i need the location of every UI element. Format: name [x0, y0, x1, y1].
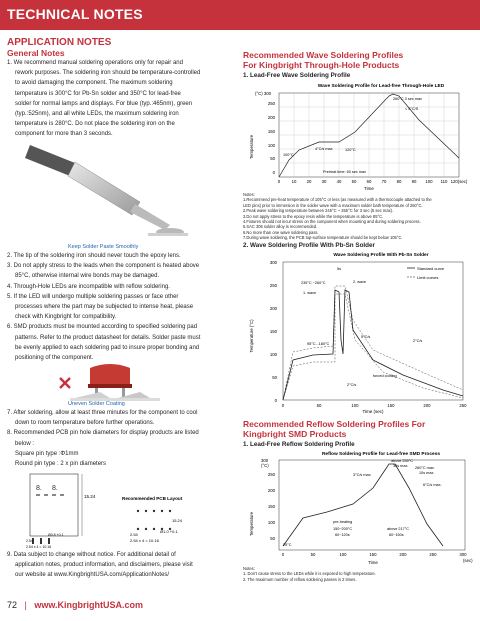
text-line: 9. Data subject to change without notice. For additional detail of: [7, 552, 176, 558]
chart2-title: Wave Soldering Profile With Pb-Sn Solder: [333, 253, 429, 258]
chart1-yunit: (°C) 300: [255, 91, 272, 96]
text-line: 1. We recommend manual soldering operations only for repair and: [7, 60, 183, 66]
chart2-ann-wave2: 2. wave: [353, 280, 367, 284]
chart1-xlabel: Time: [364, 186, 374, 191]
note-line: LED pins) prior to immersion in the solder wave with a maximum solder bath temperature of 260°C.: [243, 202, 423, 208]
chart3-ytick: 250: [267, 472, 275, 477]
chart2-xtick: 100: [351, 403, 359, 408]
chart1-ann-120: 120°C: [345, 148, 356, 152]
note-line: Notes:: [243, 566, 255, 571]
text-line: to avoid damaging the component. The maximum soldering: [15, 80, 173, 87]
chart3-xtick: 300: [459, 552, 467, 557]
pcb-hole: Ø1.0 +0.1: [160, 529, 178, 534]
chart3-xlabel: Time: [368, 560, 378, 565]
chart1-ann-peak: 260°C 3 sec max: [393, 97, 422, 101]
svg-text:8.: 8.: [36, 485, 42, 492]
svg-text:8.: 8.: [52, 485, 58, 492]
general-item-9: [7, 550, 235, 581]
text-line: temperature is 300°C for Pb-Sn solder and 350°C for lead-free: [15, 90, 181, 97]
chart2-xtick: 50: [316, 403, 322, 408]
chart3-xtick: 50: [310, 552, 316, 557]
chart2-ytick: 300: [269, 260, 277, 265]
chart1-xtick: 80: [396, 179, 402, 184]
chart3-ann-60b: 60~150s: [389, 533, 404, 537]
chart1-ytick: 150: [267, 129, 275, 134]
chart1-xtick: 10: [291, 179, 297, 184]
pcb-layout-label: Recommended PCB Layout: [122, 496, 183, 501]
page-footer: 72 | www.KingbrightUSA.com: [7, 600, 144, 610]
wave-lead-free-title: 1. Lead-Free Wave Soldering Profile: [243, 72, 351, 79]
text-line: component for more than 3 seconds.: [15, 131, 113, 138]
text-line: Round pin type : 2 x pin diameters: [15, 461, 107, 468]
chart3-ann-3cs: 3°C/s max.: [353, 473, 372, 477]
chart3-yunit: (°C): [261, 463, 269, 468]
wave-heading: [243, 50, 403, 70]
text-line: our website at www.KingbrightUSA.com/ApplicationNotes/: [15, 572, 170, 579]
chart2-ann-5s: 5s: [337, 267, 342, 271]
chart1-ytick: 100: [267, 143, 275, 148]
chart1-title: Wave Soldering Profile for Lead-free Through-Hole LED: [317, 84, 445, 89]
chart2-xtick: 200: [423, 403, 431, 408]
text-line: 8. Recommended PCB pin hole diameters for display products are listed: [7, 430, 199, 437]
pcb-dim-1524b: 15.24: [172, 518, 183, 523]
pcb-dim-254: 2.54: [130, 532, 138, 537]
reflow-notes: [243, 566, 477, 582]
chart3-ann-preheat: pre-heating: [333, 520, 353, 524]
chart3-ann-30s: 30s max.: [393, 464, 409, 468]
text-line: below :: [15, 440, 35, 447]
chart1-ylabel: Temperature: [249, 134, 254, 160]
heading-line: Kingbright SMD Products: [243, 429, 347, 439]
text-line: (typ.:525nm), and all white LEDs, the maximum soldering iron: [15, 111, 179, 118]
chart3-ytick: 100: [267, 520, 275, 525]
text-line: 2. The tip of the soldering iron should never touch the epoxy lens.: [7, 253, 181, 259]
text-line: 6. SMD products must be mounted according to specified soldering pad: [7, 324, 198, 331]
chart3-xtick: 200: [399, 552, 407, 557]
chart1-xtick: 120(sec): [450, 179, 468, 184]
chart2-ytick: 0: [274, 398, 277, 403]
pcb-dim-254x4a: 2.54 x 4 = 10.16: [130, 538, 159, 543]
chart3-ytick: 50: [270, 536, 275, 541]
chart1-xtick: 40: [336, 179, 342, 184]
chart1-xtick: 70: [381, 179, 387, 184]
chart1-xtick: 100: [425, 179, 433, 184]
uneven-solder-illustration: [40, 360, 180, 405]
text-line: patterns. Refer to the product datasheet for details. Solder paste must: [15, 334, 201, 341]
general-items-7-8: [7, 408, 235, 469]
note-line: 4.Fixtures should not incur stress on the component when mounting and during soldering process.: [243, 219, 421, 225]
note-line: 1.Recommend pre-heat temperature of 105°C or less (as measured with a thermocouple attached to the: [243, 197, 432, 203]
chart1-ytick: 0: [272, 170, 275, 175]
chart2-ylabel: Temperature (°C): [249, 319, 254, 353]
chart2-ytick: 100: [269, 352, 277, 357]
note-line: 6.No more than one wave soldering pass.: [243, 229, 319, 235]
text-line: check with Kingbright for compatibility.: [15, 314, 117, 321]
pcb-layout-drawing: [22, 472, 232, 550]
text-line: rework purposes. The soldering iron should be temperature-controlled: [15, 70, 201, 77]
pcb-dim-254x4b: 2.54 x 4 = 10.16: [26, 545, 52, 549]
general-notes-heading: General Notes: [7, 48, 65, 58]
chart3-ann-260: 260°C max.: [415, 466, 435, 470]
header-title: TECHNICAL NOTES: [7, 6, 143, 22]
text-line: down to room temperature before further operations.: [15, 420, 155, 427]
text-line: positioning of the component.: [15, 355, 94, 362]
chart1-ann-rate: 4°C/s max: [315, 147, 333, 151]
chart3-ann-217: above 217°C: [387, 527, 409, 531]
chart1-ytick: 200: [267, 115, 275, 120]
chart2-ytick: 50: [272, 375, 277, 380]
chart2-ann-5cs: 5°C/s: [361, 335, 371, 339]
chart3-xtick: 250: [429, 552, 437, 557]
pcb-dim-ph: Ø0.8 +0.1: [48, 533, 64, 537]
general-items-2-6: [7, 251, 235, 363]
chart-reflow-lead-free: [243, 448, 477, 566]
text-line: 7. After soldering, allow at least three minutes for the component to cool: [7, 410, 198, 416]
chart1-xtick: 30: [321, 179, 327, 184]
page-header: [0, 0, 480, 30]
chart3-yunit-top: 300: [261, 458, 269, 463]
chart1-ytick: 250: [267, 101, 275, 106]
iron-caption: Keep Solder Paste Smoothly: [68, 244, 139, 250]
chart1-ytick: 50: [270, 156, 275, 161]
chart3-ylabel: Temperature: [249, 511, 254, 537]
website-link[interactable]: www.KingbrightUSA.com: [34, 600, 144, 610]
wave-pbsn-title: 2. Wave Soldering Profile With Pb-Sn Solder: [243, 242, 375, 249]
chart2-ann-forced: forced cooling: [373, 374, 397, 378]
chart3-xtick: 150: [369, 552, 377, 557]
chart3-ann-60a: 60~120s: [335, 533, 350, 537]
note-line: Notes:: [243, 192, 255, 197]
chart3-ytick: 200: [267, 488, 275, 493]
chart1-ann-preheat: Preheat time: 60 sec max: [323, 170, 367, 174]
text-line: 5. If the LED will undergo multiple soldering passes or face other: [7, 293, 179, 300]
section-title: APPLICATION NOTES: [7, 37, 112, 48]
chart2-limit-curve-low: [283, 294, 463, 400]
chart2-xtick: 0: [281, 403, 285, 408]
wave-notes: [243, 192, 477, 241]
chart3-xtick: 0: [281, 552, 285, 557]
chart3-ann-25: 25°C: [283, 543, 292, 547]
chart1-xtick: 0: [277, 179, 281, 184]
reflow-lead-free-title: 1. Lead-Free Reflow Soldering Profile: [243, 441, 355, 448]
note-line: 3.Do not apply stress to the epoxy resin while the temperature is above 85°C.: [243, 213, 384, 219]
pcb-dim-1524a: 15.24: [84, 494, 96, 499]
chart3-ann-10s: 10s max.: [419, 471, 435, 475]
chart2-legend-lim: Limit curves: [417, 275, 439, 280]
reflow-heading: [243, 419, 425, 439]
chart3-xtick: 100: [339, 552, 347, 557]
chart2-ann-pre: 95°C...180°C: [307, 342, 330, 346]
chart3-title: Reflow Soldering Profile for Lead-free SMD Process: [321, 452, 441, 457]
chart2-ann-temp: 235°C ~260°C: [301, 281, 326, 285]
soldering-iron-illustration: [20, 140, 190, 240]
text-line: 4. Through-Hole LEDs are incompatible with reflow soldering.: [7, 283, 170, 290]
general-item-1: [7, 58, 235, 140]
chart3-xunit: (sec): [463, 558, 473, 563]
chart1-ann-ramp: < 5°C/S: [405, 107, 419, 111]
text-line: solder for normal lamps and displays. For blue (typ.:465nm), green: [15, 100, 193, 107]
chart2-ann-wave1: 1. wave: [303, 291, 317, 295]
chart2-xtick: 150: [387, 403, 395, 408]
note-line: 2. The maximum number of reflow soldering passes is 2 times.: [243, 576, 357, 582]
chart1-xtick: 60: [366, 179, 372, 184]
pcb-dim-254b: 2.54: [26, 539, 33, 543]
text-line: temperature is 280°C. Do not place the soldering iron on the: [15, 121, 175, 128]
note-line: 1. Don't cause stress to the LEDs while it is exposed to high temperature.: [243, 571, 376, 577]
chart2-ytick: 250: [269, 283, 277, 288]
chart2-ann-2cs: 2°C/s: [413, 339, 423, 343]
chart1-xtick: 110: [440, 179, 448, 184]
text-line: 3. Do not apply stress to the leads when the component is heated above: [7, 263, 200, 270]
chart1-xtick: 20: [306, 179, 312, 184]
text-line: be evenly applied to each soldering pad to insure proper bonding and: [15, 344, 200, 351]
chart3-ann-above255: above 255°C: [391, 459, 413, 463]
chart2-ann-2cs-b: 2°C/s: [347, 383, 357, 387]
chart2-ytick: 150: [269, 329, 277, 334]
page-number: 72: [7, 600, 18, 610]
heading-line: Recommended Reflow Soldering Profiles For: [243, 419, 426, 429]
text-line: Square pin type :Φ1mm: [15, 450, 79, 457]
chart1-xtick: 50: [351, 179, 357, 184]
chart1-xtick: 90: [411, 179, 417, 184]
chart2-xtick: 250: [459, 403, 467, 408]
chart3-ytick: 150: [267, 504, 275, 509]
text-line: 85°C, otherwise internal wire bonds may be damaged.: [15, 273, 160, 280]
chart1-ann-100: 100°C: [283, 153, 294, 157]
chart2-legend-std: Standard curve: [417, 266, 445, 271]
heading-line: For Kingbright Through-Hole Products: [243, 60, 400, 70]
note-line: 7.During wave soldering, the PCB top-surface temperature should be kept below 105°C.: [243, 235, 403, 241]
uneven-caption: Uneven Solder Coating: [68, 401, 125, 407]
note-line: 2.Peak wave soldering temperature between 245°C ~ 255°C for 3 sec (5 sec max).: [243, 208, 394, 214]
text-line: processes where the part may be subjected to intense heat, please: [15, 304, 194, 311]
chart-wave-pbsn: [243, 250, 475, 415]
chart3-ann-6cs: 6°C/s max.: [423, 483, 442, 487]
chart2-xlabel: Time (sec): [362, 409, 384, 414]
note-line: 5.SAC 305 solder alloy is recommended.: [243, 224, 318, 230]
chart3-ann-150: 150~200°C: [333, 527, 353, 531]
chart2-ytick: 200: [269, 306, 277, 311]
text-line: application notes, product information, and disclaimers, please visit: [15, 562, 193, 569]
chart-wave-lead-free: [243, 80, 475, 192]
heading-line: Recommended Wave Soldering Profiles: [243, 50, 404, 60]
